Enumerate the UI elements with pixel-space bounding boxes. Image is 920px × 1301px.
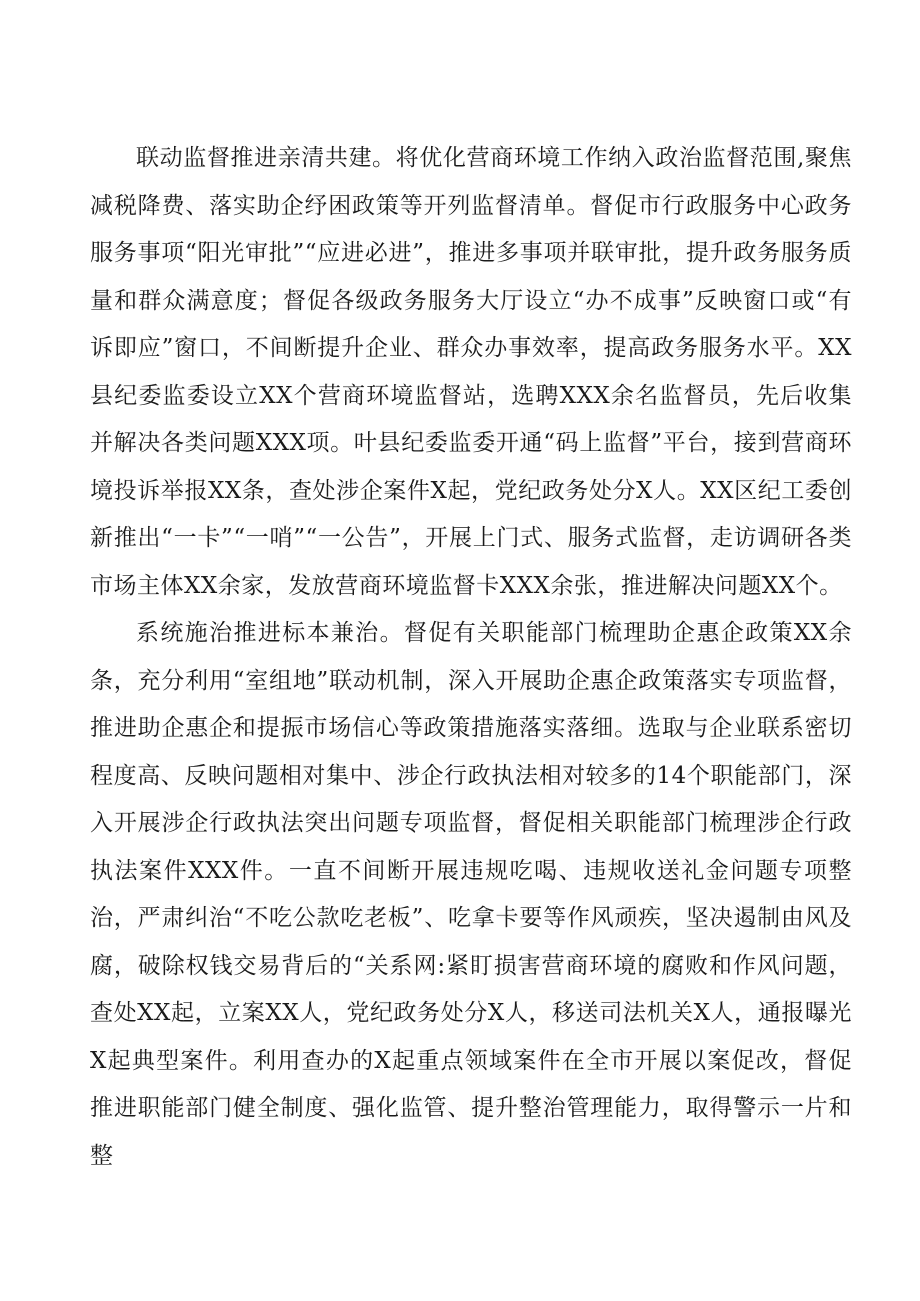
paragraph-business-environment-supervision: 联动监督推进亲清共建。将优化营商环境工作纳入政治监督范围,聚焦减税降费、落实助企纾困政策等开列监督清单。督促市行政服务中心政务服务事项“阳光审批”“应进必进”，推进多事项并联审批，提升政务服务质量和群众满意度；督促各级政务服务大厅设立“办不成事”反映窗口或“有诉即应”窗口，不间断提升企业、群众办事效率，提高政务服务水平。XX县纪委监委设立XX个营商环境监督站，选聘XXX余名监督员，先后收集并解决各类问题XXX项。叶县纪委监委开通“码上监督”平台，接到营商环境投诉举报XX条，查处涉企案件X起，党纪政务处分X人。XX区纪工委创新推出“一卡”“一哨”“一公告”，开展上门式、服务式监督，走访调研各类市场主体XX余家，发放营商环境监督卡XXX余张，推进解决问题XX个。 (90, 145, 852, 599)
document-page (90, 135, 852, 1180)
paragraph-systematic-governance: 系统施治推进标本兼治。督促有关职能部门梳理助企惠企政策XX余条，充分利用“室组地”联动机制，深入开展助企惠企政策落实专项监督，推进助企惠企和提振市场信心等政策措施落实落细。选取与企业联系密切程度高、反映问题相对集中、涉企行政执法相对较多的14个职能部门，深入开展涉企行政执法突出问题专项监督，督促相关职能部门梳理涉企行政执法案件XXX件。一直不间断开展违规吃喝、违规收送礼金问题专项整治，严肃纠治“不吃公款吃老板”、吃拿卡要等作风顽疾，坚决遏制由风及腐，破除权钱交易背后的“关系网:紧盯损害营商环境的腐败和作风问题，查处XX起，立案XX人，党纪政务处分X人，移送司法机关X人，通报曝光X起典型案件。利用查办的X起重点领域案件在全市开展以案促改，督促推进职能部门健全制度、强化监管、提升整治管理能力，取得警示一片和整 (90, 620, 852, 1169)
